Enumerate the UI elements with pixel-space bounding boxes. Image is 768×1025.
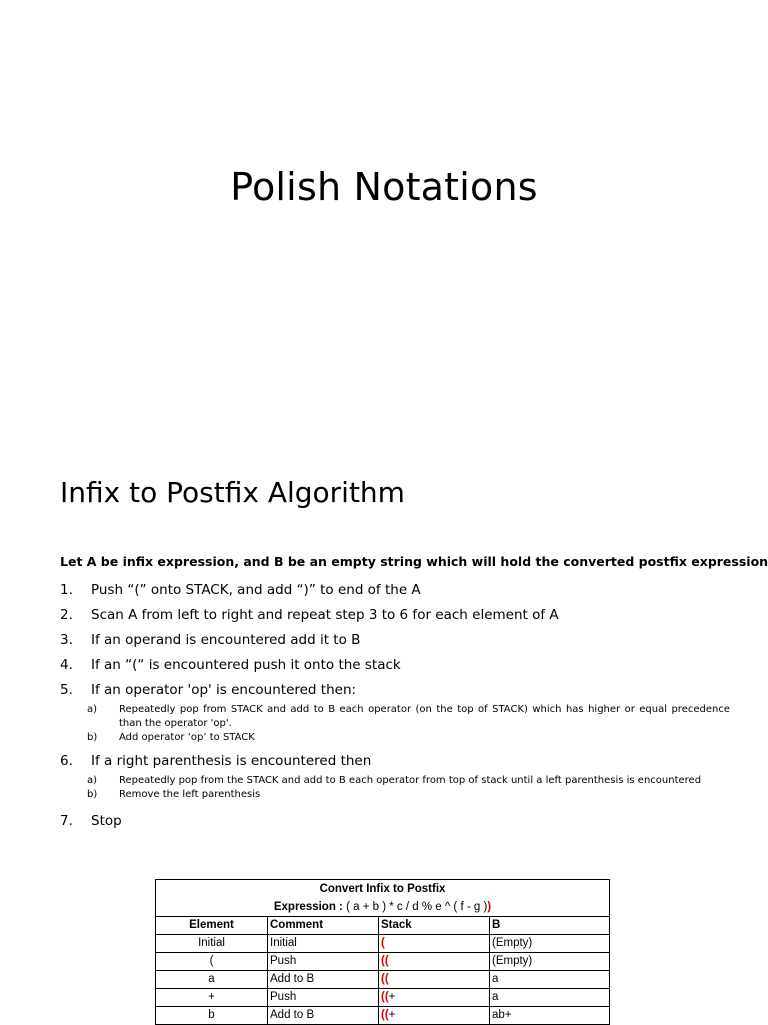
algorithm-heading: Infix to Postfix Algorithm (60, 476, 405, 509)
expression-label: Expression : (273, 900, 343, 913)
substep-6a (87, 774, 730, 788)
substep-label: a) (87, 775, 98, 786)
cell-element: a (156, 971, 268, 989)
step-number: 1. (60, 582, 73, 598)
table-row (156, 989, 610, 1007)
table-row (156, 935, 610, 953)
substep-text: Add operator ‘op’ to STACK (119, 732, 255, 743)
cell-comment: Add to B (268, 971, 379, 989)
substep-6b (87, 788, 730, 802)
substep-5b (87, 731, 730, 745)
cell-b: a (490, 971, 610, 989)
stack-ops: + (388, 991, 396, 1003)
cell-element: b (156, 1007, 268, 1025)
step-text: If an “(“ is encountered push it onto the stack (91, 657, 401, 673)
cell-b: ab+ (490, 1007, 610, 1025)
expression-end: ) (487, 900, 492, 913)
column-header-element: Element (156, 917, 268, 935)
step-6-substeps (60, 774, 730, 809)
cell-stack (379, 989, 490, 1007)
cell-comment: Push (268, 953, 379, 971)
cell-comment: Add to B (268, 1007, 379, 1025)
stack-parens: (( (381, 991, 389, 1003)
step-text: If an operand is encountered add it to B (91, 632, 361, 648)
step-number: 4. (60, 657, 73, 673)
step-number: 3. (60, 632, 73, 648)
table-header-row (156, 917, 610, 935)
step-text: Stop (91, 813, 122, 829)
table-row (156, 1007, 610, 1025)
stack-parens: (( (381, 955, 389, 967)
algorithm-steps (60, 578, 730, 834)
step-text: Scan A from left to right and repeat step 3 to 6 for each element of A (91, 607, 559, 623)
stack-ops: + (388, 1009, 396, 1021)
step-3 (60, 628, 730, 653)
column-header-stack: Stack (379, 917, 490, 935)
expression-body: ( a + b ) * c / d % e ^ ( f - g ) (342, 900, 488, 913)
title-slide (0, 0, 768, 450)
cell-comment: Push (268, 989, 379, 1007)
step-text: If a right parenthesis is encountered then (91, 753, 372, 769)
step-5-substeps (60, 703, 730, 749)
column-header-b: B (490, 917, 610, 935)
stack-parens: ( (381, 937, 385, 949)
cell-stack (379, 935, 490, 953)
conversion-table (155, 879, 610, 1025)
step-text: If an operator 'op' is encountered then: (91, 682, 357, 698)
substep-5a (87, 703, 730, 731)
step-number: 7. (60, 813, 73, 829)
step-number: 5. (60, 682, 73, 698)
cell-element: + (156, 989, 268, 1007)
cell-stack (379, 1007, 490, 1025)
substep-label: b) (87, 732, 98, 743)
step-6 (60, 749, 730, 774)
algorithm-intro: Let A be infix expression, and B be an empty string which will hold the converted postfix expression (60, 554, 768, 569)
step-2 (60, 603, 730, 628)
cell-stack (379, 971, 490, 989)
step-5 (60, 678, 730, 703)
table-caption: Convert Infix to Postfix (156, 880, 610, 899)
substep-label: b) (87, 789, 98, 800)
step-text: Push “(” onto STACK, and add “)” to end of the A (91, 582, 421, 598)
stack-parens: (( (381, 973, 389, 985)
step-number: 6. (60, 753, 73, 769)
step-4 (60, 653, 730, 678)
substep-label: a) (87, 704, 98, 715)
substep-text: Repeatedly pop from STACK and add to B each operator (on the top of STACK) which has higher or equal precedence than the operator 'op'. (119, 704, 730, 729)
step-1 (60, 578, 730, 603)
cell-b: a (490, 989, 610, 1007)
substep-text: Remove the left parenthesis (119, 789, 261, 800)
step-7 (60, 809, 730, 834)
cell-stack (379, 953, 490, 971)
column-header-comment: Comment (268, 917, 379, 935)
cell-element: Initial (156, 935, 268, 953)
cell-b: (Empty) (490, 953, 610, 971)
cell-element: ( (156, 953, 268, 971)
table-row (156, 953, 610, 971)
table-row (156, 971, 610, 989)
slide-title: Polish Notations (230, 165, 538, 209)
stack-parens: (( (381, 1009, 389, 1021)
cell-b: (Empty) (490, 935, 610, 953)
substep-text: Repeatedly pop from the STACK and add to B each operator from top of stack until a left parenthesis is encountered (119, 775, 702, 786)
table-expression (156, 898, 610, 917)
cell-comment: Initial (268, 935, 379, 953)
step-number: 2. (60, 607, 73, 623)
